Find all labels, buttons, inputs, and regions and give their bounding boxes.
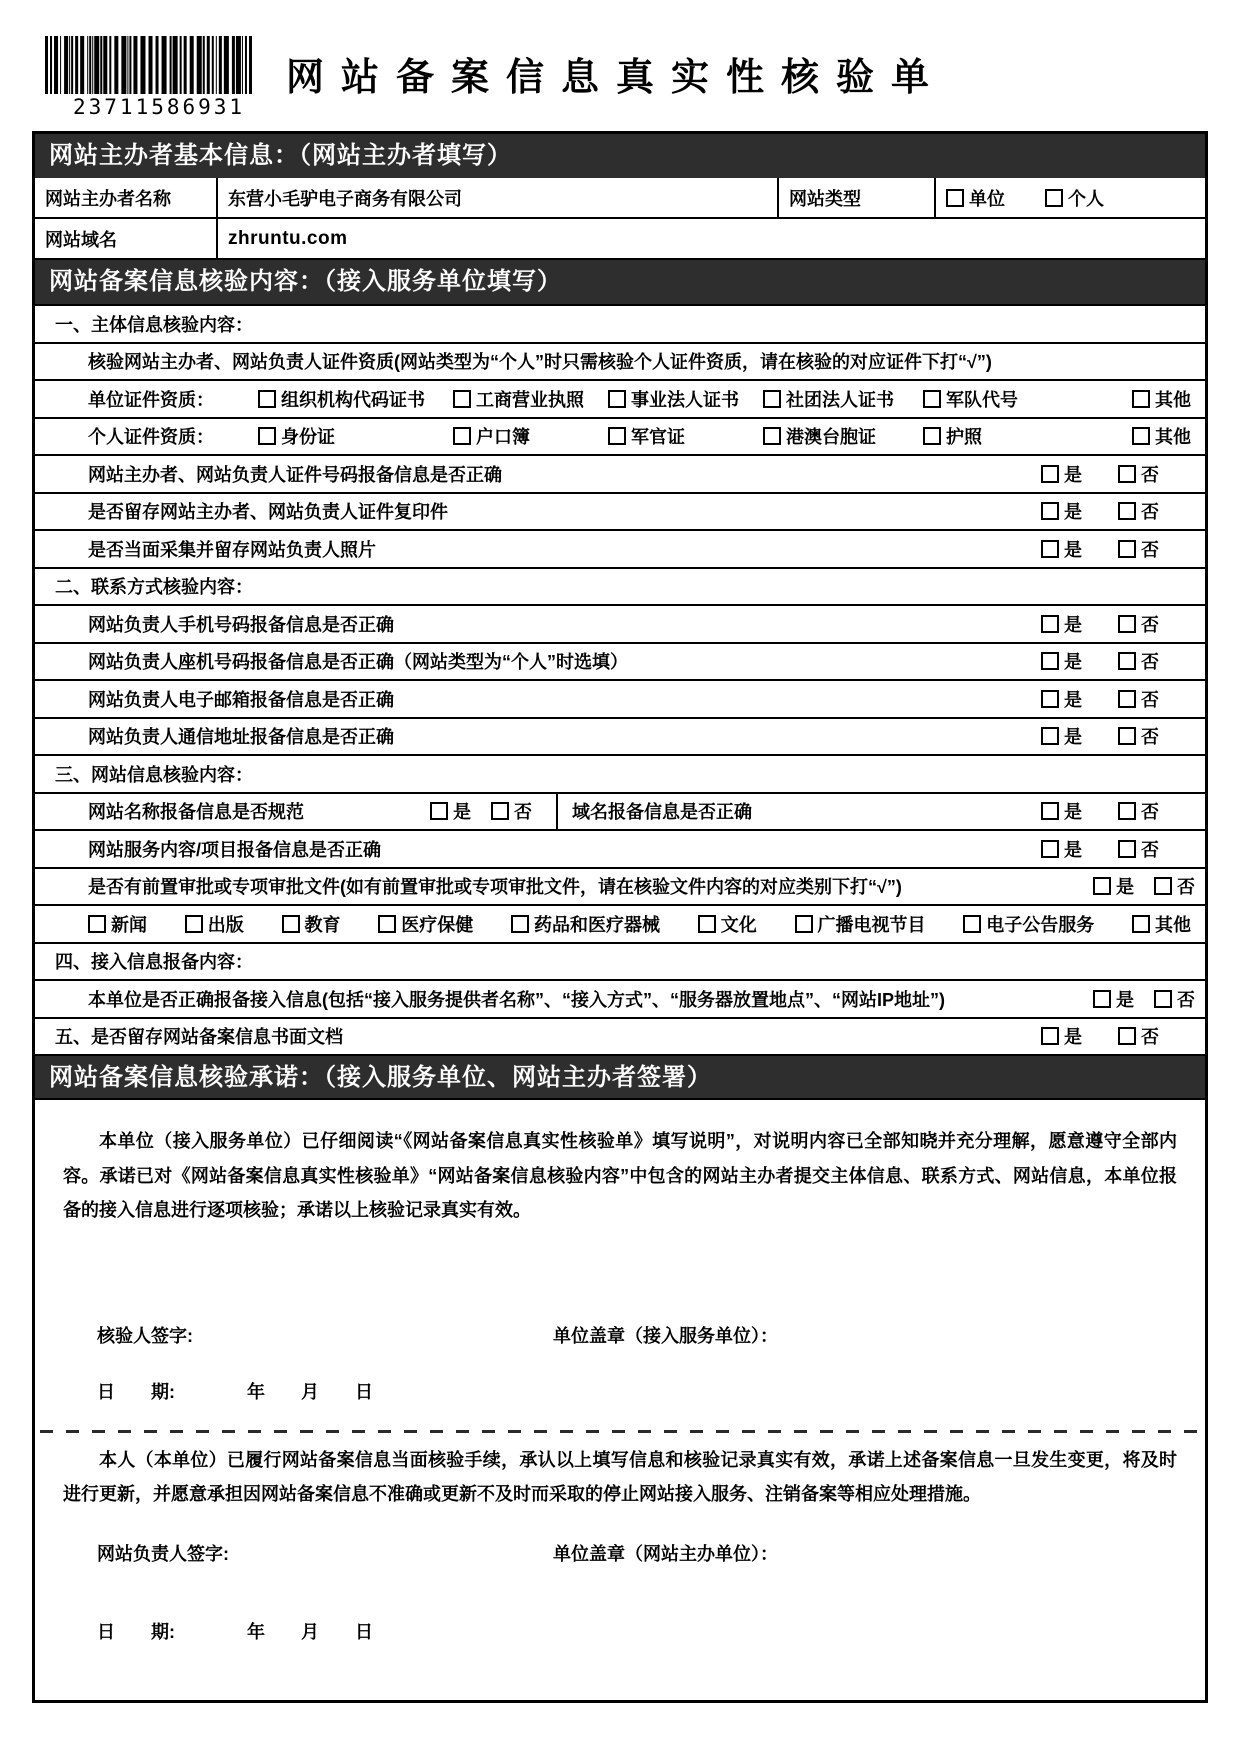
yes-option[interactable]: 是 [1041, 536, 1082, 562]
organizer-name-label: 网站主办者名称 [45, 188, 171, 209]
banner-organizer-info: 网站主办者基本信息：（网站主办者填写） [35, 134, 1205, 178]
preapproval-option[interactable]: 药品和医疗器械 [511, 911, 660, 937]
checkbox-icon[interactable] [378, 915, 396, 933]
yes-option[interactable]: 是 [1041, 723, 1082, 749]
question-label: 域名报备信息是否正确 [572, 802, 752, 823]
checkbox-icon[interactable] [698, 915, 716, 933]
unit-cert-option[interactable]: 工商营业执照 [453, 386, 608, 412]
commitment-paragraph-organizer: 本人（本单位）已履行网站备案信息当面核验手续，承认以上填写信息和核验记录真实有效，承诺上述备案信息一旦发生变更，将及时进行更新，并愿意承担因网站备案信息不准确或更新不及时而采取的停止网站接入服务、注销备案等相应处理措施。 [63, 1449, 1177, 1505]
checkbox-icon[interactable] [1041, 802, 1059, 820]
yes-option[interactable]: 是 [1041, 1023, 1082, 1049]
row-domain [35, 217, 1205, 258]
preapproval-option-group [88, 911, 1205, 937]
no-option[interactable]: 否 [1118, 686, 1159, 712]
checkbox-icon[interactable] [1041, 615, 1059, 633]
row-cert-note: 核验网站主办者、网站负责人证件资质(网站类型为“个人”时只需核验个人证件资质，请在核验的对应证件下打“√”) [35, 342, 1205, 380]
isp-seal-label: 单位盖章（接入服务单位）： [553, 1325, 778, 1346]
unit-cert-option[interactable]: 军队代号 [923, 386, 1043, 412]
yes-option[interactable]: 是 [1041, 498, 1082, 524]
row-access-correct [35, 979, 1205, 1017]
site-type-label: 网站类型 [777, 178, 934, 217]
checkbox-icon[interactable] [282, 915, 300, 933]
checkbox-icon[interactable] [1041, 690, 1059, 708]
yes-option[interactable]: 是 [1093, 873, 1134, 899]
yes-option[interactable]: 是 [1041, 611, 1082, 637]
checkbox-icon[interactable] [608, 390, 626, 408]
verifier-signature-label: 核验人签字: [97, 1325, 193, 1346]
organizer-name-value: 东营小毛驴电子商务有限公司 [216, 178, 777, 217]
personal-cert-option[interactable]: 港澳台胞证 [763, 423, 923, 449]
checkbox-icon[interactable] [1132, 390, 1150, 408]
no-option[interactable]: 否 [1154, 986, 1195, 1012]
checkbox-icon[interactable] [1093, 990, 1111, 1008]
checkbox-icon[interactable] [1041, 840, 1059, 858]
checkbox-icon[interactable] [1132, 915, 1150, 933]
checkbox-icon[interactable] [511, 915, 529, 933]
checkbox-icon[interactable] [1132, 427, 1150, 445]
row-mobile-correct [35, 604, 1205, 642]
row-email-correct [35, 679, 1205, 717]
row-address-correct [35, 717, 1205, 755]
question-label: 网站服务内容/项目报备信息是否正确 [88, 839, 381, 860]
personal-cert-option-group [258, 423, 1205, 449]
yesno-mobile [1041, 611, 1205, 637]
yesno-domain-info [1041, 798, 1205, 824]
page-title: 网站备案信息真实性核验单 [286, 57, 947, 99]
preapproval-option[interactable]: 医疗保健 [378, 911, 473, 937]
no-option[interactable]: 否 [1154, 873, 1195, 899]
yesno-cert-number [1041, 461, 1205, 487]
checkbox-icon[interactable] [1154, 990, 1172, 1008]
checkbox-icon[interactable] [763, 427, 781, 445]
row-preapproval [35, 867, 1205, 905]
site-type-option-group [946, 185, 1104, 211]
page-header [0, 0, 1240, 127]
checkbox-icon[interactable] [430, 802, 448, 820]
row-landline-correct [35, 642, 1205, 680]
checkbox-icon[interactable] [963, 915, 981, 933]
yes-option[interactable]: 是 [1041, 461, 1082, 487]
checkbox-icon[interactable] [608, 427, 626, 445]
checkbox-icon[interactable] [923, 390, 941, 408]
yes-option[interactable]: 是 [1041, 798, 1082, 824]
personal-cert-option[interactable]: 其他 [1132, 423, 1191, 449]
personal-cert-option[interactable]: 军官证 [608, 423, 763, 449]
no-option[interactable]: 否 [1118, 836, 1159, 862]
checkbox-icon[interactable] [1118, 540, 1136, 558]
checkbox-icon[interactable] [1118, 652, 1136, 670]
yes-option[interactable]: 是 [430, 798, 471, 824]
unit-cert-option[interactable]: 其他 [1132, 386, 1191, 412]
yesno-email [1041, 686, 1205, 712]
barcode-number: 23711586931 [73, 95, 246, 119]
personal-cert-option[interactable]: 护照 [923, 423, 1043, 449]
checkbox-icon[interactable] [453, 390, 471, 408]
checkbox-icon[interactable] [1041, 1027, 1059, 1045]
checkbox-icon[interactable] [1041, 652, 1059, 670]
question-label: 网站负责人座机号码报备信息是否正确（网站类型为“个人”时选填） [88, 652, 628, 673]
signature-row-verifier [35, 1322, 1205, 1348]
site-type-option[interactable]: 个人 [1045, 185, 1104, 211]
checkbox-icon[interactable] [1093, 877, 1111, 895]
heading-subject-info: 一、主体信息核验内容： [35, 304, 1205, 342]
unit-cert-option[interactable]: 社团法人证书 [763, 386, 923, 412]
preapproval-option[interactable]: 其他 [1132, 911, 1191, 937]
row-sitename-domain [35, 792, 1205, 830]
no-option[interactable]: 否 [1118, 1023, 1159, 1049]
yesno-access [1093, 986, 1205, 1012]
no-option[interactable]: 否 [1118, 648, 1159, 674]
yes-option[interactable]: 是 [1041, 686, 1082, 712]
row-preapproval-categories [35, 904, 1205, 942]
site-type-options [934, 178, 1205, 217]
question-label: 本单位是否正确报备接入信息(包括“接入服务提供者名称”、“接入方式”、“服务器放置地点”、“网站IP地址”) [88, 989, 945, 1010]
barcode [45, 36, 260, 119]
date-row-site-manager [35, 1618, 1205, 1644]
date-units: 年 月 日 [247, 1621, 373, 1642]
row-service-correct [35, 829, 1205, 867]
row-photo-collected [35, 529, 1205, 567]
yesno-address [1041, 723, 1205, 749]
personal-cert-label: 个人证件资质： [88, 427, 214, 448]
heading-access-info: 四、接入信息报备内容： [35, 942, 1205, 980]
date-label: 日 期: [97, 1621, 175, 1642]
row-cert-number-correct [35, 454, 1205, 492]
preapproval-option[interactable]: 电子公告服务 [963, 911, 1094, 937]
no-option[interactable]: 否 [1118, 723, 1159, 749]
yesno-landline [1041, 648, 1205, 674]
checkbox-icon[interactable] [763, 390, 781, 408]
question-label: 网站负责人通信地址报备信息是否正确 [88, 727, 394, 748]
checkbox-icon[interactable] [1118, 502, 1136, 520]
question-label: 网站负责人电子邮箱报备信息是否正确 [88, 689, 394, 710]
unit-cert-option[interactable]: 事业法人证书 [608, 386, 763, 412]
question-label: 网站主办者、网站负责人证件号码报备信息是否正确 [88, 464, 502, 485]
no-option[interactable]: 否 [491, 798, 532, 824]
yesno-preapproval [1093, 873, 1205, 899]
yes-option[interactable]: 是 [1041, 836, 1082, 862]
checkbox-icon[interactable] [1118, 1027, 1136, 1045]
site-manager-signature-label: 网站负责人签字: [97, 1543, 229, 1564]
site-type-option[interactable]: 单位 [946, 185, 1005, 211]
barcode-icon [45, 36, 255, 94]
dashed-divider [40, 1430, 1200, 1433]
cell-domain-info [558, 795, 1205, 829]
row-organizer-name [35, 178, 1205, 217]
organizer-seal-label: 单位盖章（网站主办单位）： [553, 1543, 778, 1564]
question-label: 五、是否留存网站备案信息书面文档 [55, 1027, 343, 1048]
unit-cert-option-group [258, 386, 1205, 412]
checkbox-icon[interactable] [88, 915, 106, 933]
cell-site-name [35, 794, 558, 830]
form-table [32, 131, 1208, 1703]
question-label: 网站名称报备信息是否规范 [88, 802, 304, 823]
no-option[interactable]: 否 [1118, 798, 1159, 824]
yesno-site-name [430, 798, 556, 824]
checkbox-icon[interactable] [1041, 465, 1059, 483]
commitment-box [35, 1098, 1205, 1700]
checkbox-icon[interactable] [1045, 189, 1063, 207]
date-units: 年 月 日 [247, 1381, 373, 1402]
unit-cert-option[interactable]: 组织机构代码证书 [258, 386, 453, 412]
heading-contact-info: 二、联系方式核验内容： [35, 567, 1205, 605]
checkbox-icon[interactable] [1118, 802, 1136, 820]
checkbox-icon[interactable] [923, 427, 941, 445]
heading-website-info: 三、网站信息核验内容： [35, 754, 1205, 792]
unit-cert-label: 单位证件资质： [88, 389, 214, 410]
checkbox-icon[interactable] [258, 427, 276, 445]
preapproval-option[interactable]: 出版 [185, 911, 244, 937]
checkbox-icon[interactable] [1154, 877, 1172, 895]
question-label: 是否有前置审批或专项审批文件(如有前置审批或专项审批文件，请在核验文件内容的对应类别下打“√”) [88, 877, 902, 898]
checkbox-icon[interactable] [185, 915, 203, 933]
preapproval-option[interactable]: 文化 [698, 911, 757, 937]
banner-verification-content: 网站备案信息核验内容：（接入服务单位填写） [35, 258, 1205, 304]
yesno-service [1041, 836, 1205, 862]
yes-option[interactable]: 是 [1093, 986, 1134, 1012]
checkbox-icon[interactable] [1118, 840, 1136, 858]
checkbox-icon[interactable] [1041, 727, 1059, 745]
checkbox-icon[interactable] [1118, 727, 1136, 745]
checkbox-icon[interactable] [491, 802, 509, 820]
no-option[interactable]: 否 [1118, 461, 1159, 487]
row-cert-copy-kept [35, 492, 1205, 530]
date-label: 日 期: [97, 1381, 175, 1402]
preapproval-option[interactable]: 教育 [282, 911, 341, 937]
row-written-docs-kept [35, 1017, 1205, 1055]
yesno-cert-copy [1041, 498, 1205, 524]
checkbox-icon[interactable] [1041, 540, 1059, 558]
yesno-written-docs [1041, 1023, 1205, 1049]
preapproval-option[interactable]: 广播电视节目 [795, 911, 926, 937]
question-label: 是否当面采集并留存网站负责人照片 [88, 539, 376, 560]
domain-label: 网站域名 [45, 229, 117, 250]
no-option[interactable]: 否 [1118, 498, 1159, 524]
yesno-photo [1041, 536, 1205, 562]
checkbox-icon[interactable] [1118, 465, 1136, 483]
signature-row-site-manager [35, 1540, 1205, 1566]
question-label: 网站负责人手机号码报备信息是否正确 [88, 614, 394, 635]
checkbox-icon[interactable] [453, 427, 471, 445]
row-personal-cert [35, 417, 1205, 455]
checkbox-icon[interactable] [795, 915, 813, 933]
checkbox-icon[interactable] [1118, 615, 1136, 633]
checkbox-icon[interactable] [946, 189, 964, 207]
domain-value: zhruntu.com [216, 219, 1205, 258]
personal-cert-option[interactable]: 户口簿 [453, 423, 608, 449]
preapproval-option[interactable]: 新闻 [88, 911, 147, 937]
date-row-verifier [35, 1378, 1205, 1404]
checkbox-icon[interactable] [1041, 502, 1059, 520]
commitment-paragraph-isp: 本单位（接入服务单位）已仔细阅读“《网站备案信息真实性核验单》填写说明”，对说明内容已全部知晓并充分理解，愿意遵守全部内容。承诺已对《网站备案信息真实性核验单》“网站备案信息核验内容”中包含的网站主办者提交主体信息、联系方式、网站信息，本单位报备的接入信息进行逐项核验；承诺以上核验记录真实有效。 [63, 1131, 1177, 1221]
row-unit-cert [35, 379, 1205, 417]
banner-commitment: 网站备案信息核验承诺：（接入服务单位、网站主办者签署） [35, 1054, 1205, 1100]
personal-cert-option[interactable]: 身份证 [258, 423, 453, 449]
yes-option[interactable]: 是 [1041, 648, 1082, 674]
checkbox-icon[interactable] [258, 390, 276, 408]
question-label: 是否留存网站主办者、网站负责人证件复印件 [88, 502, 448, 523]
no-option[interactable]: 否 [1118, 536, 1159, 562]
checkbox-icon[interactable] [1118, 690, 1136, 708]
no-option[interactable]: 否 [1118, 611, 1159, 637]
